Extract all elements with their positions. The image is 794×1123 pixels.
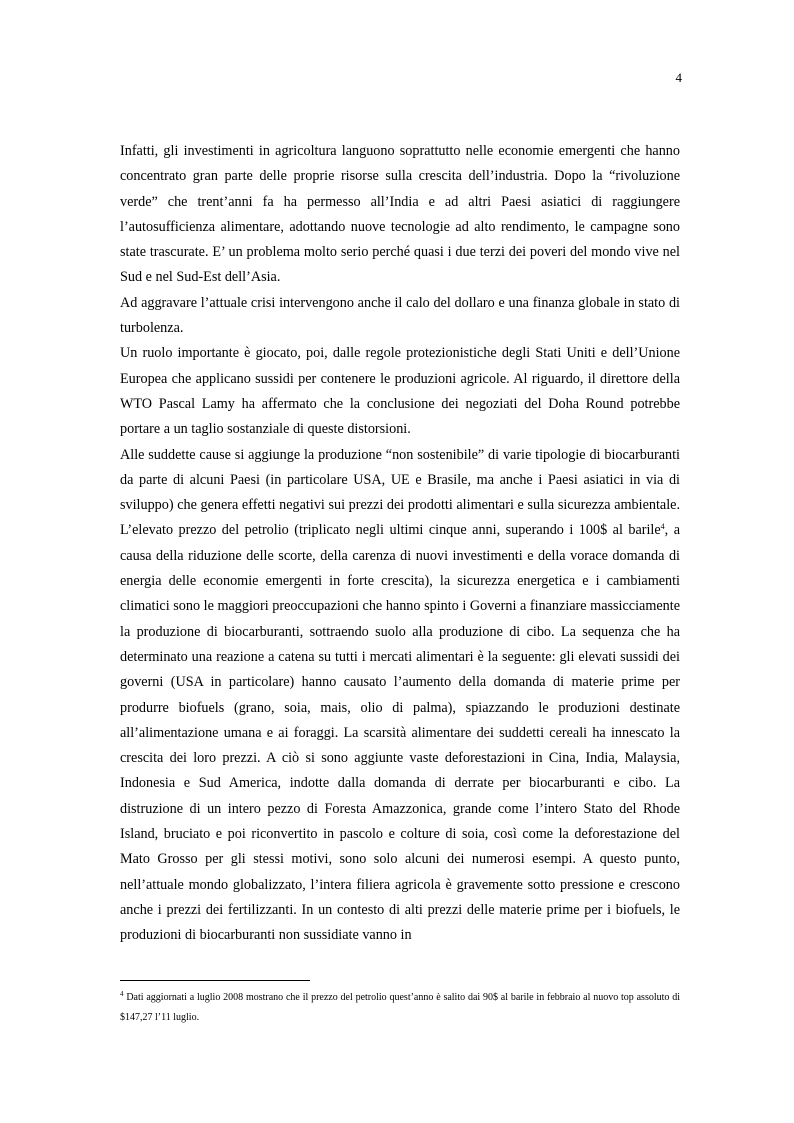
paragraph-4-part-1: Alle suddette cause si aggiunge la produzione “non sostenibile” di varie tipologie di biocarburanti da parte di alcuni Paesi (in particolare USA, UE e Brasile, ma anche i Paesi asiatici in via di sviluppo) che genera effetti negativi sui prezzi dei prodotti alimentari e sulla sicurezza ambientale. L’elevato prezzo del petrolio (triplicato negli ultimi cinque anni, superando i 100$ al barile bbox=[120, 446, 680, 539]
paragraph-4 bbox=[120, 443, 680, 949]
footnote-text: Dati aggiornati a luglio 2008 mostrano che il prezzo del petrolio quest’anno è salito dai 90$ al barile in febbraio al nuovo top assoluto di $147,27 l’11 luglio. bbox=[120, 992, 680, 1023]
page-number: 4 bbox=[675, 70, 682, 85]
paragraph-1: Infatti, gli investimenti in agricoltura languono soprattutto nelle economie emergenti che hanno concentrato gran parte delle proprie risorse sulla crescita dell’industria. Dopo la “rivoluzione verde” che trent’anni fa ha permesso all’India e ad altri Paesi asiatici di raggiungere l’autosufficienza alimentare, adottando nuove tecnologie ad alto rendimento, le campagne sono state trascurate. E’ un problema molto serio perché quasi i due terzi dei poveri del mondo vive nel Sud e nel Sud-Est dell’Asia. bbox=[120, 143, 680, 286]
footnote-reference[interactable]: 4 bbox=[660, 522, 665, 532]
paragraph-2: Ad aggravare l’attuale crisi intervengono anche il calo del dollaro e una finanza globale in stato di turbolenza. bbox=[120, 294, 680, 337]
body-text bbox=[120, 139, 680, 949]
paragraph-4-part-2: , a causa della riduzione delle scorte, della carenza di nuovi investimenti e della vorace domanda di energia delle economie emergenti in forte crescita), la sicurezza energetica e i cambiamenti climatici sono le maggiori preoccupazioni che hanno spinto i Governi a finanziare massicciamente la produzione di biocarburanti, sottraendo suolo alla produzione di cibo. La sequenza che ha determinato una reazione a catena su tutti i mercati alimentari è la seguente: gli elevati sussidi dei governi (USA in particolare) hanno causato l’aumento della domanda di materie prime per produrre biofuels (grano, soia, mais, olio di palma), spiazzando le produzioni destinate all’alimentazione umana e ai foraggi. La scarsità alimentare dei suddetti cereali ha innescato la crescita dei loro prezzi. A ciò si sono aggiunte vaste deforestazioni in Cina, India, Malaysia, Indonesia e Sud America, indotte dalla domanda di derrate per biocarburanti e cibo. La distruzione di un intero pezzo di Foresta Amazzonica, grande come l’intero Stato del Rhode Island, bruciato e poi riconvertito in pascolo e colture di soia, così come la deforestazione del Mato Grosso per gli stessi motivi, sono solo alcuni dei numerosi esempi. A questo punto, nell’attuale mondo globalizzato, l’intera filiera agricola è gravemente sotto pressione e crescono anche i prezzi dei fertilizzanti. In un contesto di alti prezzi delle materie prime per i biofuels, le produzioni di biocarburanti non sussidiate vanno in bbox=[120, 522, 680, 944]
paragraph-3: Un ruolo importante è giocato, poi, dalle regole protezionistiche degli Stati Uniti e dell’Unione Europea che applicano sussidi per contenere le produzioni agricole. Al riguardo, il direttore della WTO Pascal Lamy ha affermato che la conclusione dei negoziati del Doha Round potrebbe portare a un taglio sostanziale di queste distorsioni. bbox=[120, 345, 680, 438]
footnote bbox=[120, 988, 680, 1028]
footnote-separator bbox=[120, 980, 310, 981]
footnote-number: 4 bbox=[120, 990, 124, 998]
